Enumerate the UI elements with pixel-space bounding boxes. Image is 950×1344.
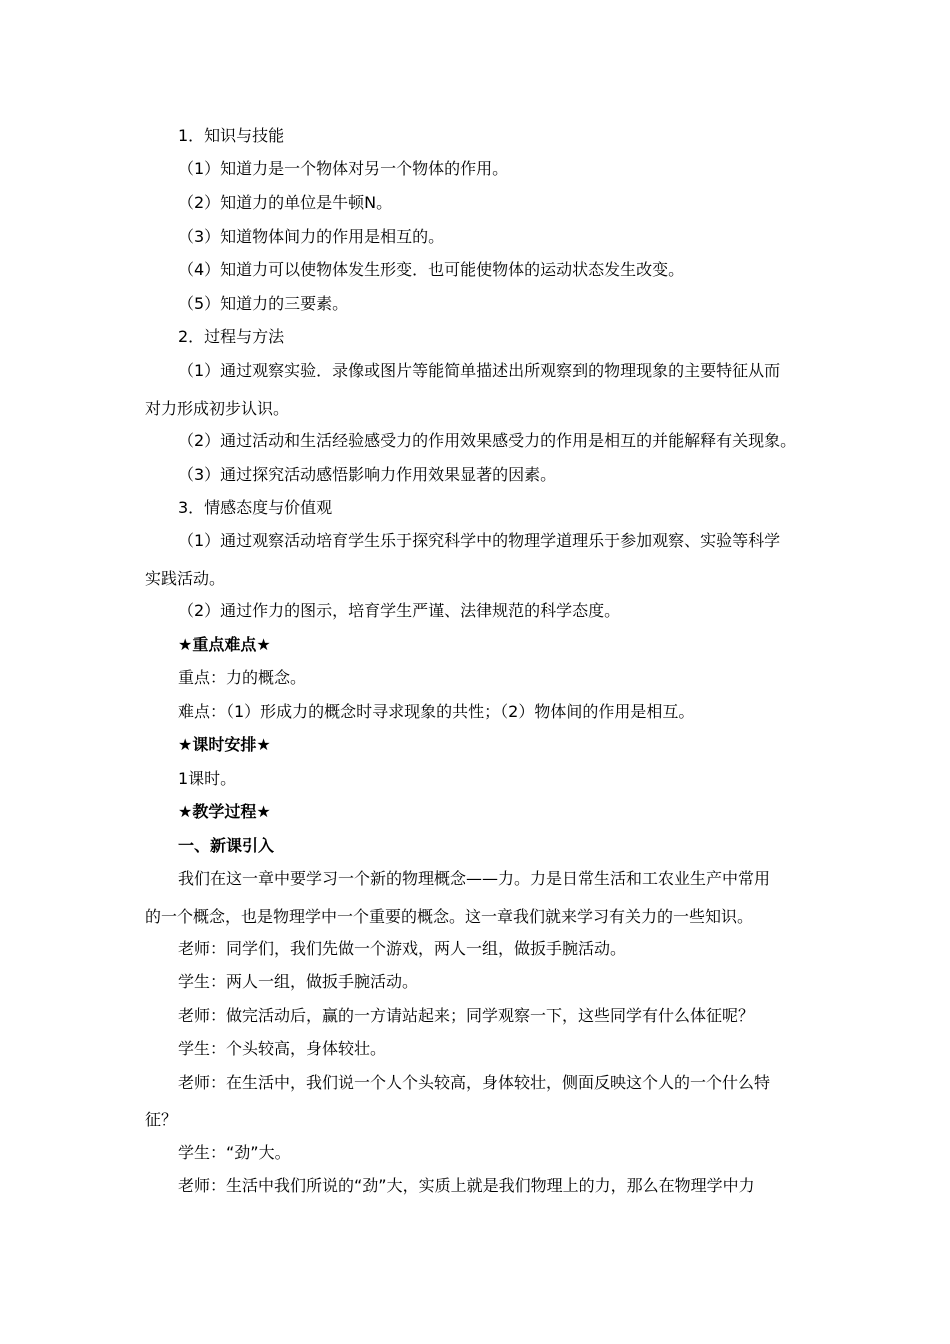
- dialogue-line-continued: 征？: [145, 1110, 178, 1129]
- objective-item: （2）通过作力的图示，培育学生严谨、法律规范的科学态度。: [178, 601, 621, 620]
- schedule-text: 1课时。: [178, 769, 237, 788]
- objective-item: （3）通过探究活动感悟影响力作用效果显著的因素。: [178, 465, 557, 484]
- objective-item-continued: 对力形成初步认识。: [145, 399, 290, 418]
- key-point-text: 重点：力的概念。: [178, 668, 307, 687]
- dialogue-line-student: 学生：个头较高，身体较壮。: [178, 1039, 387, 1058]
- dialogue-line-student: 学生：两人一组，做扳手腕活动。: [178, 972, 419, 991]
- dialogue-line-student: 学生：“劲”大。: [178, 1143, 291, 1162]
- objective-item: （4）知道力可以使物体发生形变．也可能使物体的运动状态发生改变。: [178, 260, 685, 279]
- dialogue-line-teacher: 老师：做完活动后，赢的一方请站起来；同学观察一下，这些同学有什么体征呢？: [178, 1006, 755, 1025]
- section-heading-process: 2．过程与方法: [178, 327, 285, 346]
- difficulty-text: 难点：（1）形成力的概念时寻求现象的共性；（2）物体间的作用是相互。: [178, 702, 695, 721]
- section-heading-attitude: 3．情感态度与价值观: [178, 498, 333, 517]
- paragraph-text-continued: 的一个概念，也是物理学中一个重要的概念。这一章我们就来学习有关力的一些知识。: [145, 907, 754, 926]
- heading-teaching-process: ★教学过程★: [178, 802, 271, 821]
- section-heading-knowledge: 1．知识与技能: [178, 126, 285, 145]
- heading-schedule: ★课时安排★: [178, 735, 271, 754]
- heading-key-points: ★重点难点★: [178, 635, 271, 654]
- paragraph-text: 我们在这一章中要学习一个新的物理概念——力。力是日常生活和工农业生产中常用: [178, 869, 771, 888]
- objective-item: （1）通过观察实验．录像或图片等能简单描述出所观察到的物理现象的主要特征从而: [178, 361, 781, 380]
- objective-item: （3）知道物体间力的作用是相互的。: [178, 227, 445, 246]
- objective-item: （2）通过活动和生活经验感受力的作用效果感受力的作用是相互的并能解释有关现象。: [178, 431, 797, 450]
- dialogue-line-teacher: 老师：在生活中，我们说一个人个头较高，身体较壮，侧面反映这个人的一个什么特: [178, 1073, 771, 1092]
- dialogue-line-teacher: 老师：同学们，我们先做一个游戏，两人一组，做扳手腕活动。: [178, 939, 627, 958]
- heading-introduction: 一、新课引入: [178, 836, 275, 855]
- objective-item: （2）知道力的单位是牛顿N。: [178, 193, 393, 212]
- objective-item: （1）通过观察活动培育学生乐于探究科学中的物理学道理乐于参加观察、实验等科学: [178, 531, 781, 550]
- objective-item: （1）知道力是一个物体对另一个物体的作用。: [178, 159, 509, 178]
- objective-item: （5）知道力的三要素。: [178, 294, 349, 313]
- dialogue-line-teacher: 老师：生活中我们所说的“劲”大，实质上就是我们物理上的力，那么在物理学中力: [178, 1176, 755, 1195]
- objective-item-continued: 实践活动。: [145, 569, 226, 588]
